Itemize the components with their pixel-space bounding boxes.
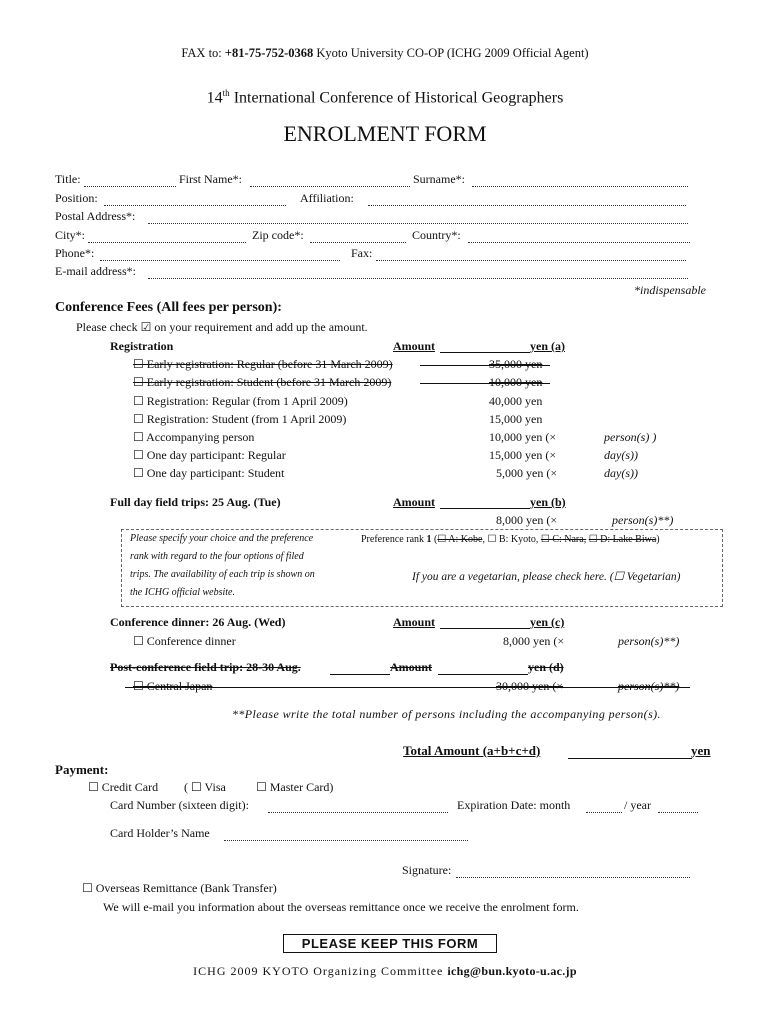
affiliation-field[interactable]: [368, 205, 686, 206]
reg-price-accompanying: 10,000 yen (×: [489, 430, 557, 444]
post-trip-yen-d: yen (d): [528, 660, 564, 674]
reg-price-oneday-student: 5,000 yen (×: [496, 466, 558, 480]
organizing-committee: ICHG 2009 KYOTO Organizing Committee: [193, 964, 444, 978]
field-trips-yen-b: yen (b): [530, 495, 566, 509]
first-name-field[interactable]: [250, 186, 410, 187]
checked-box-icon: ☑: [140, 320, 152, 334]
reg-price-student: 15,000 yen: [489, 412, 543, 426]
payment-heading: Payment:: [55, 762, 109, 777]
fees-instruction: [76, 320, 368, 335]
total-amount-line[interactable]: [568, 758, 692, 759]
trip-option-lake-biwa[interactable]: ☐ D: Lake Biwa: [588, 534, 657, 545]
zip-field[interactable]: [310, 242, 406, 243]
strike-line: [420, 365, 550, 366]
country-field[interactable]: [468, 242, 690, 243]
card-number-field[interactable]: [268, 812, 448, 813]
post-trip-line: [330, 674, 390, 675]
persons-footnote: **Please write the total number of persons including the accompanying person(s).: [232, 707, 661, 721]
city-label: City*:: [55, 228, 86, 242]
registration-amount-label: Amount: [393, 339, 436, 353]
dinner-amount-label: Amount: [393, 615, 436, 629]
email-field[interactable]: [148, 278, 688, 279]
dinner-unit: person(s)**): [618, 634, 680, 648]
postal-address-field[interactable]: [148, 223, 688, 224]
reg-item-early-regular[interactable]: ☐ Early registration: Regular (before 31 March 2009): [133, 357, 393, 371]
fax-field-label: Fax:: [351, 246, 373, 260]
post-trip-amount-line: [438, 674, 528, 675]
field-trip-note-2: rank with regard to the four options of filed: [130, 551, 304, 562]
total-yen: yen: [691, 743, 711, 758]
fax-line: [0, 46, 770, 61]
expiration-month-field[interactable]: [586, 812, 622, 813]
expiration-label: Expiration Date: month: [457, 798, 571, 812]
post-trip-amount-label: Amount: [390, 660, 433, 674]
reg-item-oneday-regular[interactable]: ☐ One day participant: Regular: [133, 448, 286, 462]
title-label: Title:: [55, 172, 81, 186]
position-label: Position:: [55, 191, 98, 205]
fax-recipient: Kyoto University CO-OP (ICHG 2009 Official Agent): [316, 46, 589, 60]
field-trip-note-1: Please specify your choice and the preference: [130, 533, 314, 544]
card-holder-field[interactable]: [224, 840, 468, 841]
country-label: Country*:: [412, 228, 461, 242]
master-card-option[interactable]: ☐ Master Card): [256, 780, 334, 794]
post-trip-item[interactable]: ☐ Central Japan: [133, 679, 213, 693]
reg-price-early-regular: 35,000 yen: [489, 357, 543, 371]
first-name-label: First Name*:: [179, 172, 242, 186]
fax-number: +81-75-752-0368: [224, 46, 314, 60]
strike-line: [420, 383, 550, 384]
reg-price-early-student: 10,000 yen: [489, 375, 543, 389]
affiliation-label: Affiliation:: [300, 191, 354, 205]
surname-label: Surname*:: [413, 172, 465, 186]
zip-label: Zip code*:: [252, 228, 304, 242]
registration-label: Registration: [110, 339, 174, 353]
fax-label: FAX to:: [181, 46, 222, 60]
dinner-price: 8,000 yen (×: [503, 634, 565, 648]
credit-card-option[interactable]: ☐ Credit Card: [88, 780, 159, 794]
reg-item-regular[interactable]: ☐ Registration: Regular (from 1 April 2009): [133, 394, 348, 408]
signature-field[interactable]: [456, 877, 690, 878]
post-trip-price: 30,000 yen (×: [496, 679, 564, 693]
trip-option-kobe[interactable]: ☐ A: Kobe: [437, 534, 483, 545]
field-trips-label: Full day field trips: 25 Aug. (Tue): [110, 495, 281, 509]
post-trip-unit: person(s)**): [618, 679, 680, 693]
pref-rank: 1: [426, 534, 432, 545]
email-label: E-mail address*:: [55, 264, 136, 278]
conference-title: [0, 88, 770, 107]
reg-item-oneday-student[interactable]: ☐ One day participant: Student: [133, 466, 285, 480]
instruction-pre: Please check: [76, 320, 138, 334]
title-field[interactable]: [84, 186, 176, 187]
signature-label: Signature:: [402, 863, 452, 877]
registration-amount-line: [440, 352, 530, 353]
card-number-label: Card Number (sixteen digit):: [110, 798, 249, 812]
form-title: ENROLMENT FORM: [283, 121, 487, 146]
trip-option-nara[interactable]: ☐ C: Nara,: [540, 534, 587, 545]
dinner-label: Conference dinner: 26 Aug. (Wed): [110, 615, 286, 629]
field-trips-amount-label: Amount: [393, 495, 436, 509]
field-trips-amount-line: [440, 508, 530, 509]
pref-label: Preference rank: [361, 534, 425, 545]
reg-item-student[interactable]: ☐ Registration: Student (from 1 April 2009): [133, 412, 347, 426]
reg-unit-oneday-student: day(s)): [604, 466, 638, 480]
conf-title-text: International Conference of Historical Geographers: [233, 89, 564, 107]
reg-item-early-student[interactable]: ☐ Early registration: Student (before 31 March 2009): [133, 375, 392, 389]
position-field[interactable]: [104, 205, 286, 206]
vegetarian-option[interactable]: If you are a vegetarian, please check here. (☐ Vegetarian): [412, 571, 681, 583]
expiration-year-field[interactable]: [658, 812, 698, 813]
field-trip-note-3: trips. The availability of each trip is shown on: [130, 569, 315, 580]
keep-form-banner: PLEASE KEEP THIS FORM: [283, 934, 497, 953]
trip-option-kyoto[interactable]: ☐ B: Kyoto,: [487, 534, 539, 545]
field-trip-note-4: the ICHG official website.: [130, 587, 235, 598]
fax-field[interactable]: [376, 260, 686, 261]
city-field[interactable]: [88, 242, 246, 243]
remittance-note: We will e-mail you information about the overseas remittance once we receive the enrolment form.: [103, 900, 579, 914]
phone-label: Phone*:: [55, 246, 95, 260]
fees-heading: Conference Fees (All fees per person):: [55, 300, 282, 315]
field-trips-price: 8,000 yen (×: [496, 513, 558, 527]
indispensable-note: *indispensable: [634, 283, 706, 297]
dinner-item[interactable]: ☐ Conference dinner: [133, 634, 236, 648]
card-holder-label: Card Holder’s Name: [110, 826, 210, 840]
phone-field[interactable]: [100, 260, 340, 261]
preference-rank-line: Preference rank 1 (☐ A: Kobe, ☐ B: Kyoto, ☐ C: Nara, ☐ D: Lake Biwa): [361, 534, 660, 545]
field-trips-unit: person(s)**): [612, 513, 674, 527]
conf-number: 14: [206, 89, 223, 107]
expiration-year-label: / year: [624, 798, 651, 812]
reg-price-regular: 40,000 yen: [489, 394, 543, 408]
dinner-amount-line: [440, 628, 530, 629]
conf-sup: th: [222, 88, 230, 98]
total-amount-label: Total Amount (a+b+c+d): [403, 743, 541, 758]
reg-unit-oneday-regular: day(s)): [604, 448, 638, 462]
dinner-yen-c: yen (c): [530, 615, 565, 629]
reg-unit-accompanying: person(s) ): [604, 430, 657, 444]
reg-item-accompanying[interactable]: ☐ Accompanying person: [133, 430, 255, 444]
remittance-option[interactable]: ☐ Overseas Remittance (Bank Transfer): [82, 881, 277, 895]
post-trip-strike-line: [125, 687, 690, 688]
contact-email[interactable]: ichg@bun.kyoto-u.ac.jp: [447, 964, 577, 978]
post-trip-label: Post-conference field trip: 28-30 Aug.: [110, 660, 301, 674]
reg-price-oneday-regular: 15,000 yen (×: [489, 448, 557, 462]
visa-option[interactable]: ( ☐ Visa: [184, 780, 226, 794]
registration-yen-a: yen (a): [530, 339, 565, 353]
postal-address-label: Postal Address*:: [55, 209, 136, 223]
surname-field[interactable]: [472, 186, 688, 187]
instruction-post: on your requirement and add up the amount.: [154, 320, 368, 334]
footer-line: [0, 964, 770, 979]
